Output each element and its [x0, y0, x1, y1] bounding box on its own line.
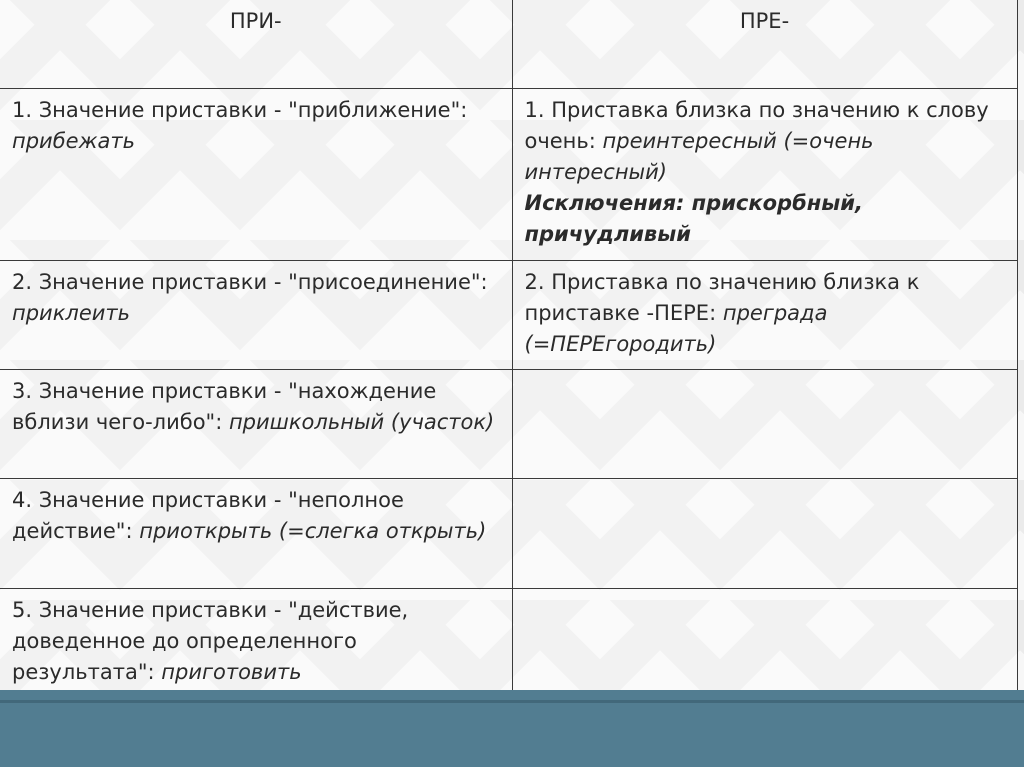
table-row	[0, 88, 1017, 260]
example-word: приклеить	[12, 300, 130, 325]
table-header-row	[0, 0, 1017, 88]
cell-pri	[0, 260, 512, 369]
rule-text: 2. Значение приставки - "присоединение":	[12, 269, 488, 294]
rule-text: 1. Приставка близка по значению к слову очень:	[524, 97, 989, 153]
table-row	[0, 588, 1017, 692]
example-word: пришкольный (участок)	[228, 409, 495, 434]
cell-pre-empty	[512, 478, 1017, 588]
cell-pre-empty	[512, 588, 1017, 692]
cell-pre	[512, 260, 1017, 369]
table-row	[0, 369, 1017, 478]
footer-divider	[0, 700, 1024, 703]
table-row	[0, 478, 1017, 588]
header-pre: ПРЕ-	[512, 0, 1017, 88]
cell-pri	[0, 369, 512, 478]
cell-pri	[0, 88, 512, 260]
cell-pre-empty	[512, 369, 1017, 478]
example-word: прибежать	[12, 128, 135, 153]
header-pri: ПРИ-	[0, 0, 512, 88]
rule-text: 3. Значение приставки - "нахождение вблизи чего-либо":	[12, 378, 437, 434]
table-row	[0, 260, 1017, 369]
cell-pri	[0, 588, 512, 692]
example-word: приготовить	[161, 659, 302, 684]
rule-text: 1. Значение приставки - "приближение":	[12, 97, 468, 122]
rule-text: 2. Приставка по значению близка к приставке -ПЕРЕ:	[524, 269, 920, 325]
cell-pre	[512, 88, 1017, 260]
example-word: преинтересный (=очень интересный)	[524, 128, 874, 184]
footer-bar	[0, 690, 1024, 767]
exceptions-text: Исключения: прискорбный, причудливый	[524, 190, 863, 246]
rule-text: 5. Значение приставки - "действие, доведенное до определенного результата":	[12, 597, 409, 684]
cell-pri	[0, 478, 512, 588]
rule-text: 4. Значение приставки - "неполное действие":	[12, 487, 404, 543]
example-word: приоткрыть (=слегка открыть)	[139, 518, 487, 543]
example-word: преграда (=ПЕРЕгородить)	[524, 300, 828, 356]
